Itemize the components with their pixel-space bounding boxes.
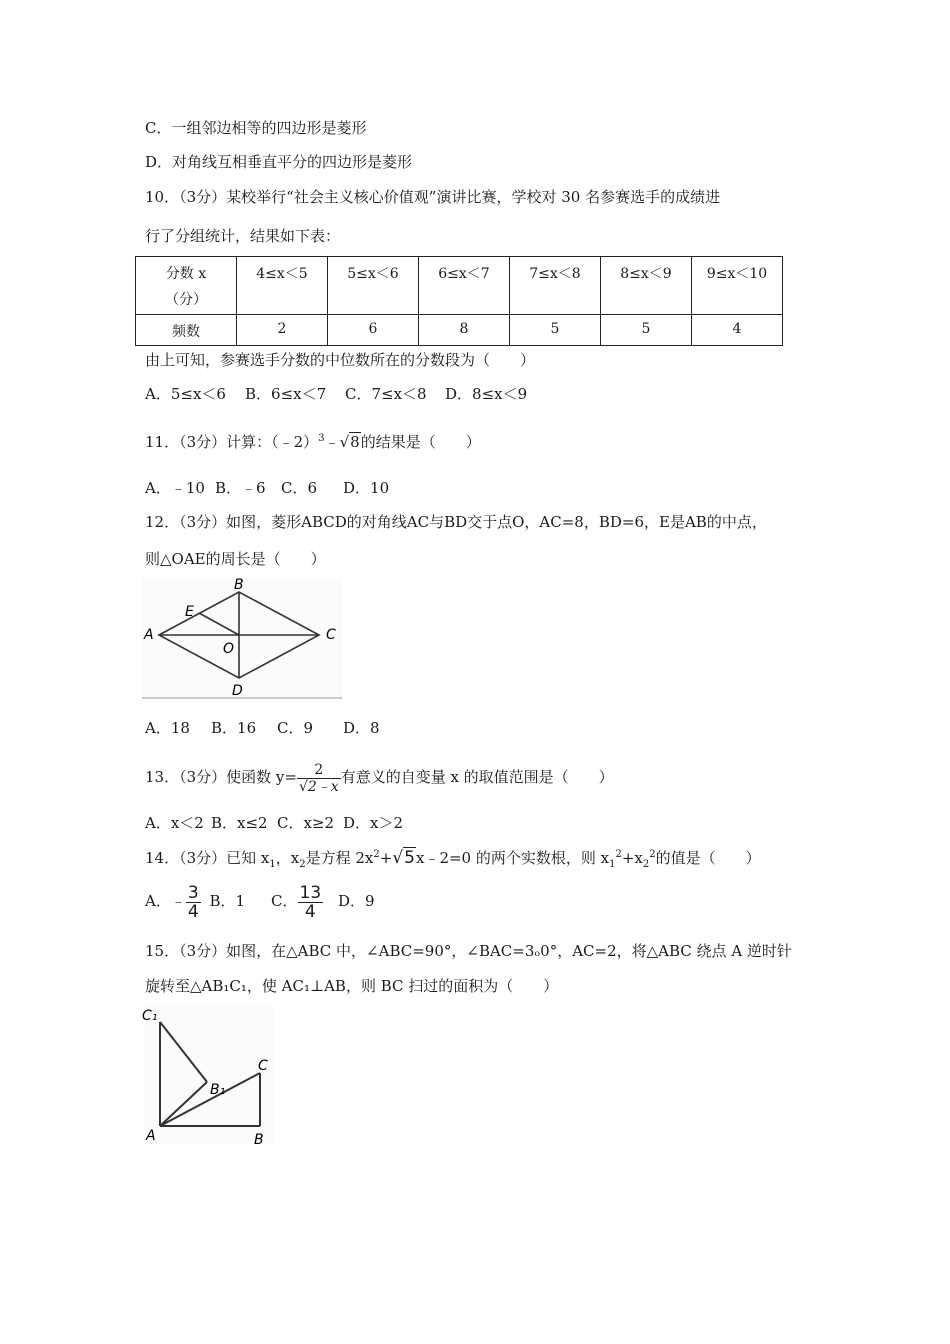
label-b1: B₁: [210, 1082, 226, 1098]
frequency-table: [135, 256, 783, 346]
q14-option-c-den: 4: [298, 902, 324, 921]
q13-stem: [145, 760, 614, 795]
q12-option-b: B．16: [211, 719, 257, 737]
q10-option-a: A．5≤x＜6: [145, 385, 226, 403]
q14-option-a-den: 4: [187, 901, 199, 922]
q10-option-c: C．7≤x＜8: [345, 385, 427, 403]
q11-stem: [145, 429, 481, 452]
q13-options: [145, 813, 403, 833]
q14-square-1: 2: [615, 849, 622, 860]
q14-radicand: 5: [404, 848, 415, 868]
q14-option-a-fraction: [186, 884, 201, 921]
q11-stem-a: 11．（3分）计算：（﹣2）: [145, 433, 319, 451]
q10-option-b: B．6≤x＜7: [245, 385, 327, 403]
freq-cell: 5: [601, 315, 692, 346]
label-a: A: [144, 627, 154, 643]
header-label-unit: （分）: [165, 292, 207, 308]
q14-option-d: D．9: [337, 892, 375, 910]
freq-cell: 4: [692, 315, 783, 346]
q9-option-c: C．一组邻边相等的四边形是菱形: [145, 119, 367, 137]
label-a: A: [146, 1128, 156, 1144]
range-cell: 7≤x＜8: [510, 257, 601, 315]
label-o: O: [223, 641, 235, 657]
q11-exponent: 3: [318, 433, 325, 444]
freq-cell: 5: [510, 315, 601, 346]
q13-numerator: 2: [314, 761, 324, 778]
q14-option-b: B．1: [209, 892, 246, 910]
label-c1: C₁: [142, 1008, 158, 1024]
q13-stem-a: 13．（3分）使函数 y=: [145, 768, 297, 786]
label-e: E: [185, 604, 194, 620]
q9-option-d: D．对角线互相垂直平分的四边形是菱形: [145, 153, 413, 171]
q14-sqrt: √5: [392, 848, 415, 868]
label-c: C: [326, 627, 336, 643]
q11-option-c: C．6: [281, 479, 318, 497]
q15-stem-line1: 15．（3分）如图，在△ABC 中，∠ABC=90°，∠BAC=3ₒ0°，AC=2，将△ABC 绕点 A 逆时针: [145, 942, 792, 960]
q11-radicand: 8: [350, 433, 360, 451]
q15-stem-line2: 旋转至△AB₁C₁，使 AC₁⊥AB，则 BC 扫过的面积为（ ）: [145, 977, 559, 995]
q12-options: [145, 718, 380, 738]
q14-option-a-num: 3: [187, 882, 199, 903]
q12-option-c: C．9: [277, 719, 314, 737]
q13-denominator-wrap: √2﹣x: [298, 778, 339, 795]
table-row: [136, 257, 783, 315]
q14-stem-f: 的值是（ ）: [655, 849, 761, 867]
q14-stem-a: 14．（3分）已知 x: [145, 849, 270, 867]
q14-sub-1: 1: [269, 859, 276, 870]
q12-stem-line2: 则△OAE的周长是（ ）: [145, 550, 326, 568]
q13-fraction: [297, 762, 341, 795]
q14-stem-e: +x: [621, 849, 643, 867]
header-label-score: 分数 x: [165, 266, 207, 282]
label-c: C: [258, 1058, 268, 1074]
q13-option-a: A．x＜2: [145, 814, 204, 832]
q14-sub-2b: 2: [642, 859, 650, 870]
q11-options: [145, 478, 389, 498]
freq-label-cell: 频数: [136, 315, 237, 346]
freq-cell: 2: [237, 315, 328, 346]
q13-stem-b: 有意义的自变量 x 的取值范围是（ ）: [340, 768, 614, 786]
q12-option-a: A．18: [145, 719, 190, 737]
q11-option-a: A．﹣10: [145, 479, 205, 497]
q10-stem-line1: 10．（3分）某校举行“社会主义核心价值观”演讲比赛，学校对 30 名参赛选手的成绩进: [145, 188, 721, 206]
label-b: B: [254, 1132, 264, 1148]
q10-options: [145, 384, 527, 404]
q10-option-d: D．8≤x＜9: [445, 385, 528, 403]
q13-option-b: B．x≤2: [211, 814, 268, 832]
q14-option-a-prefix: A．﹣: [145, 892, 186, 910]
range-cell: 4≤x＜5: [237, 257, 328, 315]
label-d: D: [232, 683, 243, 699]
range-cell: 9≤x＜10: [692, 257, 783, 315]
q13-denominator: 2﹣x: [307, 778, 339, 795]
rotation-figure: [138, 1002, 278, 1150]
q14-stem-c: 是方程 2x: [305, 849, 374, 867]
q11-option-d: D．10: [343, 479, 390, 497]
range-cell: 8≤x＜9: [601, 257, 692, 315]
rhombus-figure: [138, 575, 346, 703]
label-b: B: [234, 577, 244, 593]
q14-sub-2: 2: [299, 859, 306, 870]
q14-square-2: 2: [649, 849, 656, 860]
freq-cell: 8: [419, 315, 510, 346]
q12-stem-line1: 12．（3分）如图，菱形ABCD的对角线AC与BD交于点O，AC=8，BD=6，E是AB的中点，: [145, 513, 767, 531]
freq-cell: 6: [328, 315, 419, 346]
table-header-cell: [136, 257, 237, 315]
q10-question: 由上可知，参赛选手分数的中位数所在的分数段为（ ）: [145, 351, 536, 369]
q14-plus: +: [379, 849, 393, 867]
q14-options: [145, 880, 375, 922]
q13-option-c: C．x≥2: [277, 814, 335, 832]
q11-option-b: B．﹣6: [215, 479, 266, 497]
q14-stem-d: x﹣2=0 的两个实数根，则 x: [415, 849, 610, 867]
table-row: [136, 315, 783, 346]
q10-stem-line2: 行了分组统计，结果如下表：: [145, 227, 341, 245]
q14-stem: [145, 845, 761, 875]
q14-option-c-prefix: C．: [271, 892, 298, 910]
q13-option-d: D．x＞2: [343, 814, 404, 832]
q14-option-c-num: 13: [299, 882, 322, 903]
q14-sub-1b: 1: [609, 859, 616, 870]
q14-square: 2: [373, 849, 380, 860]
q12-option-d: D．8: [343, 719, 380, 737]
q11-stem-b: 的结果是（ ）: [360, 433, 481, 451]
range-cell: 6≤x＜7: [419, 257, 510, 315]
q11-sqrt: √8: [339, 433, 360, 451]
q11-minus: ﹣: [324, 433, 340, 451]
q14-option-c-fraction: [298, 884, 324, 921]
range-cell: 5≤x＜6: [328, 257, 419, 315]
q14-stem-b: ，x: [275, 849, 300, 867]
